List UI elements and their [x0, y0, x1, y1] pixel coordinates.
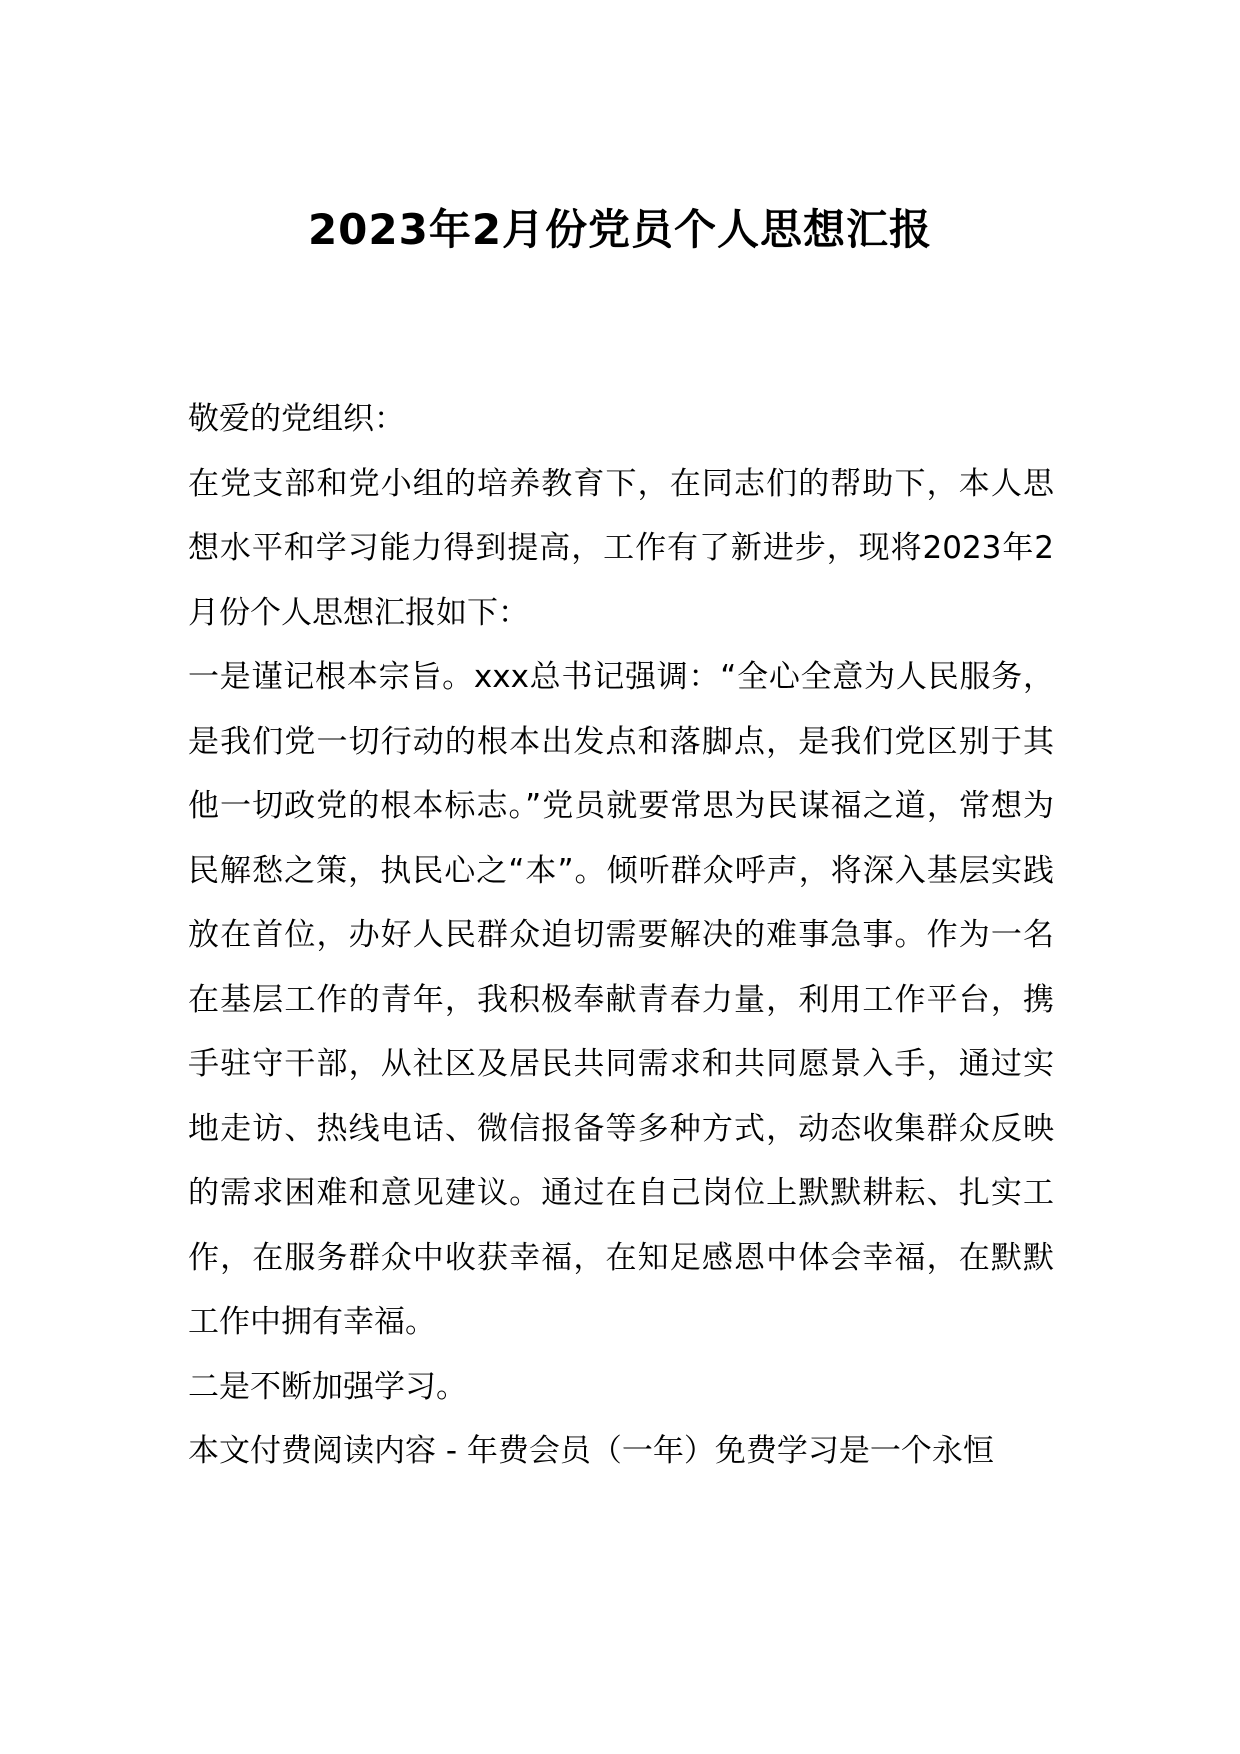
- salutation: 敬爱的党组织：: [188, 401, 405, 437]
- paragraph-paywall: 本文付费阅读内容 - 年费会员（一年）免费学习是一个永恒: [188, 1433, 994, 1469]
- paragraph-purpose: 一是谨记根本宗旨。xxx总书记强调：“全心全意为人民服务，是我们党一切行动的根本出发点和落脚点，是我们党区别于其他一切政党的根本标志。”党员就要常思为民谋福之道，常想为民解愁之策，执民心之“本”。倾听群众呼声，将深入基层实践放在首位，办好人民群众迫切需要解决的难事急事。作为一名在基层工作的青年，我积极奉献青春力量，利用工作平台，携手驻守干部，从社区及居民共同需求和共同愿景入手，通过实地走访、热线电话、微信报备等多种方式，动态收集群众反映的需求困难和意见建议。通过在自己岗位上默默耕耘、扎实工作，在服务群众中收获幸福，在知足感恩中体会幸福，在默默工作中拥有幸福。: [188, 659, 1054, 1340]
- paragraph-intro: 在党支部和党小组的培养教育下，在同志们的帮助下，本人思想水平和学习能力得到提高，工作有了新进步，现将2023年2月份个人思想汇报如下：: [188, 465, 1054, 631]
- document-body: [188, 387, 1054, 1484]
- document-title: 2023年2月份党员个人思想汇报: [307, 205, 933, 254]
- paragraph-study-heading: 二是不断加强学习。: [188, 1368, 467, 1405]
